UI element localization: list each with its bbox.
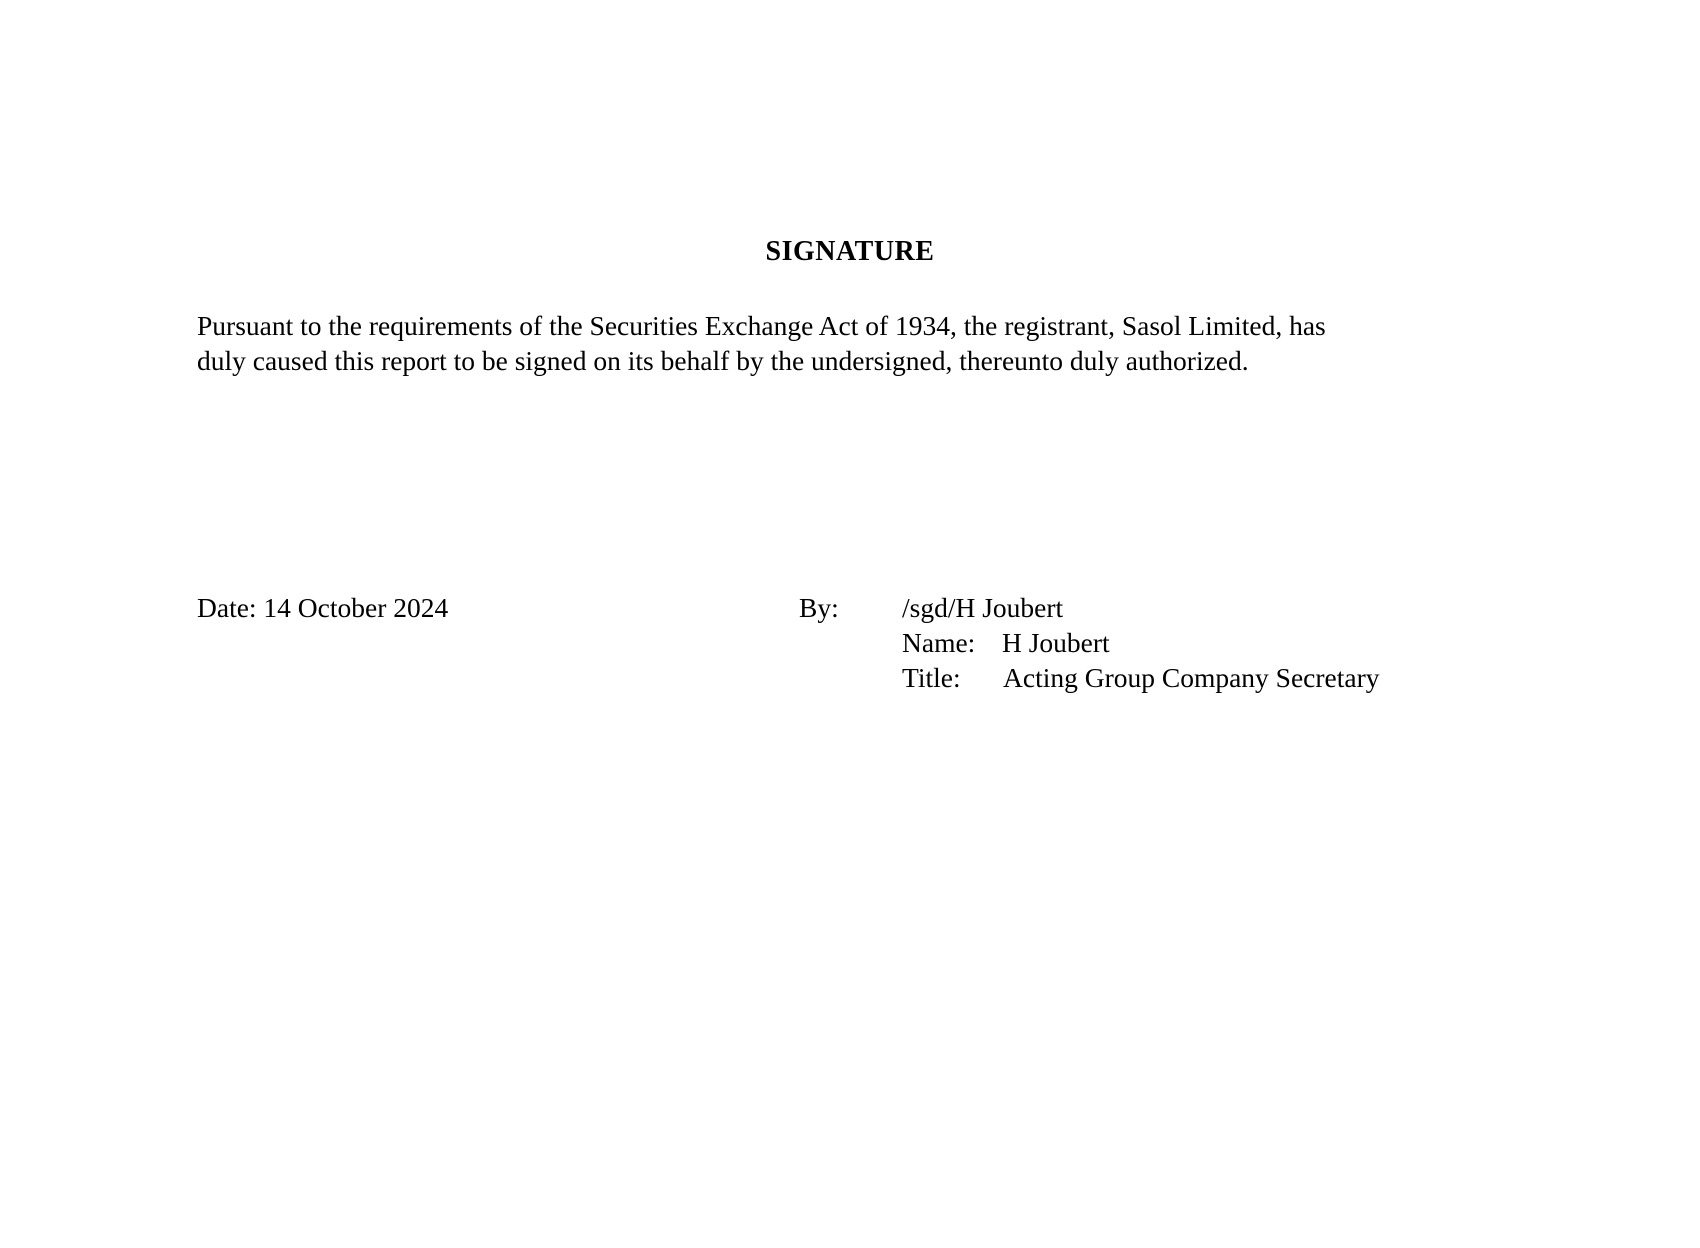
title-value: Acting Group Company Secretary xyxy=(1003,662,1380,693)
signature-date: Date: 14 October 2024 xyxy=(197,592,449,623)
by-label: By: xyxy=(799,592,839,623)
paragraph-line-2: duly caused this report to be signed on its behalf by the undersigned, thereunto duly authorized. xyxy=(197,345,1249,376)
paragraph-line-1: Pursuant to the requirements of the Securities Exchange Act of 1934, the registrant, Sasol Limited, has xyxy=(197,310,1326,341)
name-label: Name: xyxy=(902,627,976,658)
authorization-paragraph xyxy=(197,308,1517,378)
signature-block xyxy=(902,590,1380,695)
title-label: Title: xyxy=(902,662,961,693)
page-heading: SIGNATURE xyxy=(765,236,935,267)
signer-title-row xyxy=(902,660,1380,695)
signed-by-text: /sgd/H Joubert xyxy=(902,592,1064,623)
signer-name-row xyxy=(902,625,1380,660)
name-value: H Joubert xyxy=(1002,627,1110,658)
